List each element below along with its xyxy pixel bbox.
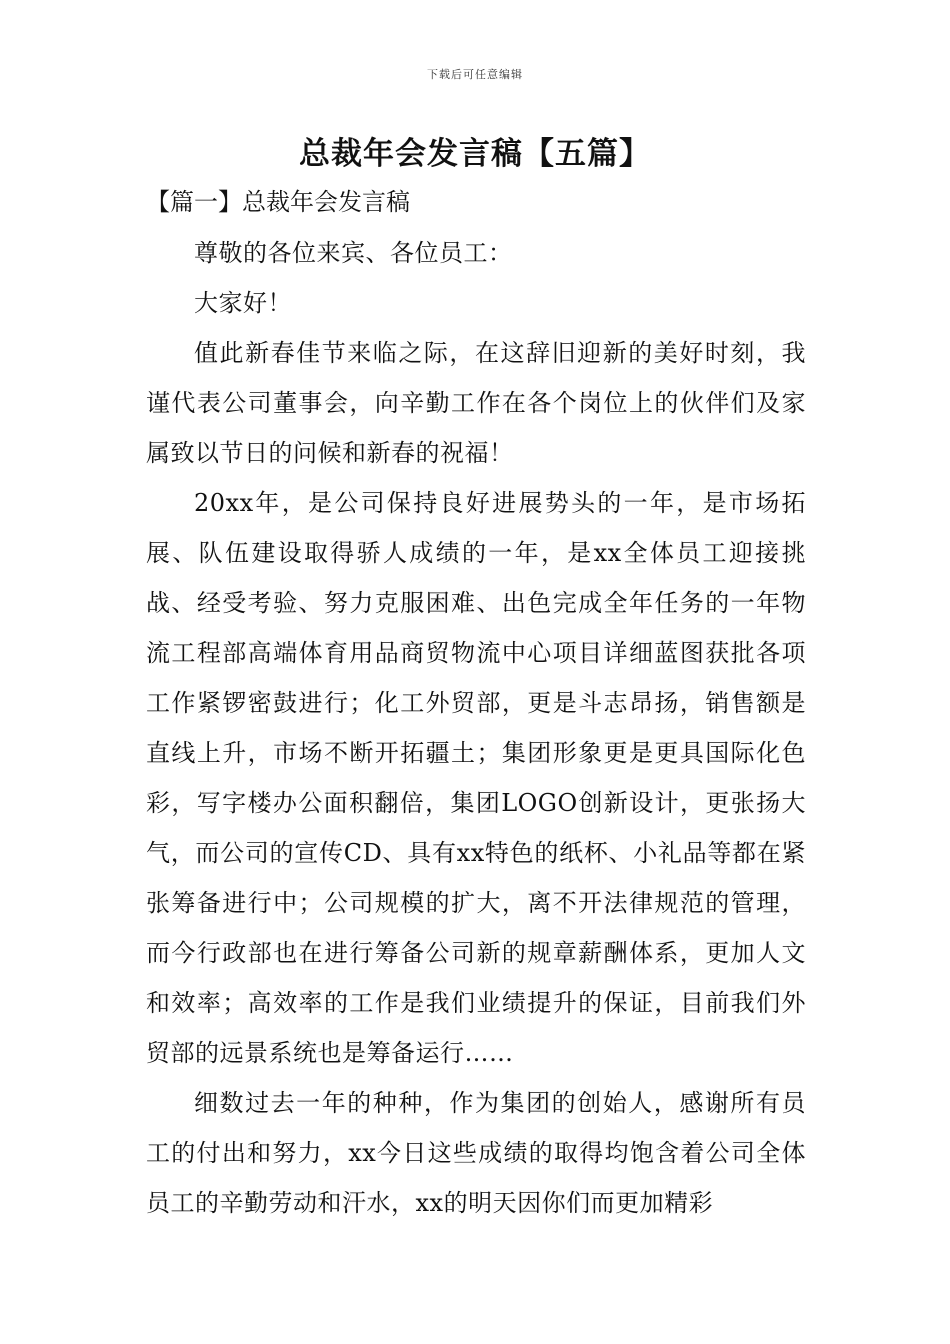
body-text	[146, 228, 806, 1228]
body-paragraph: 值此新春佳节来临之际，在这辞旧迎新的美好时刻，我谨代表公司董事会，向辛勤工作在各个岗位上的伙伴们及家属致以节日的问候和新春的祝福！	[146, 339, 806, 467]
salutation-paragraph: 尊敬的各位来宾、各位员工：	[194, 239, 513, 267]
section-heading: 【篇一】总裁年会发言稿	[146, 188, 410, 216]
body-paragraph: 细数过去一年的种种，作为集团的创始人，感谢所有员工的付出和努力，xx今日这些成绩的取得均饱含着公司全体员工的辛勤劳动和汗水，xx的明天因你们而更加精彩	[146, 1089, 806, 1217]
document-title: 总裁年会发言稿【五篇】	[299, 136, 651, 172]
body-paragraph: 20xx年，是公司保持良好进展势头的一年，是市场拓展、队伍建设取得骄人成绩的一年，是xx全体员工迎接挑战、经受考验、努力克服困难、出色完成全年任务的一年物流工程部高端体育用品商贸物流中心项目详细蓝图获批各项工作紧锣密鼓进行；化工外贸部，更是斗志昂扬，销售额是直线上升，市场不断开拓疆土；集团形象更是更具国际化色彩，写字楼办公面积翻倍，集团LOGO创新设计，更张扬大气，而公司的宣传CD、具有xx特色的纸杯、小礼品等都在紧张筹备进行中；公司规模的扩大，离不开法律规范的管理，而今行政部也在进行筹备公司新的规章薪酬体系，更加人文和效率；高效率的工作是我们业绩提升的保证，目前我们外贸部的远景系统也是筹备运行……	[146, 489, 806, 1067]
header-note: 下载后可任意编辑	[427, 68, 523, 81]
greeting-paragraph: 大家好！	[194, 289, 292, 317]
